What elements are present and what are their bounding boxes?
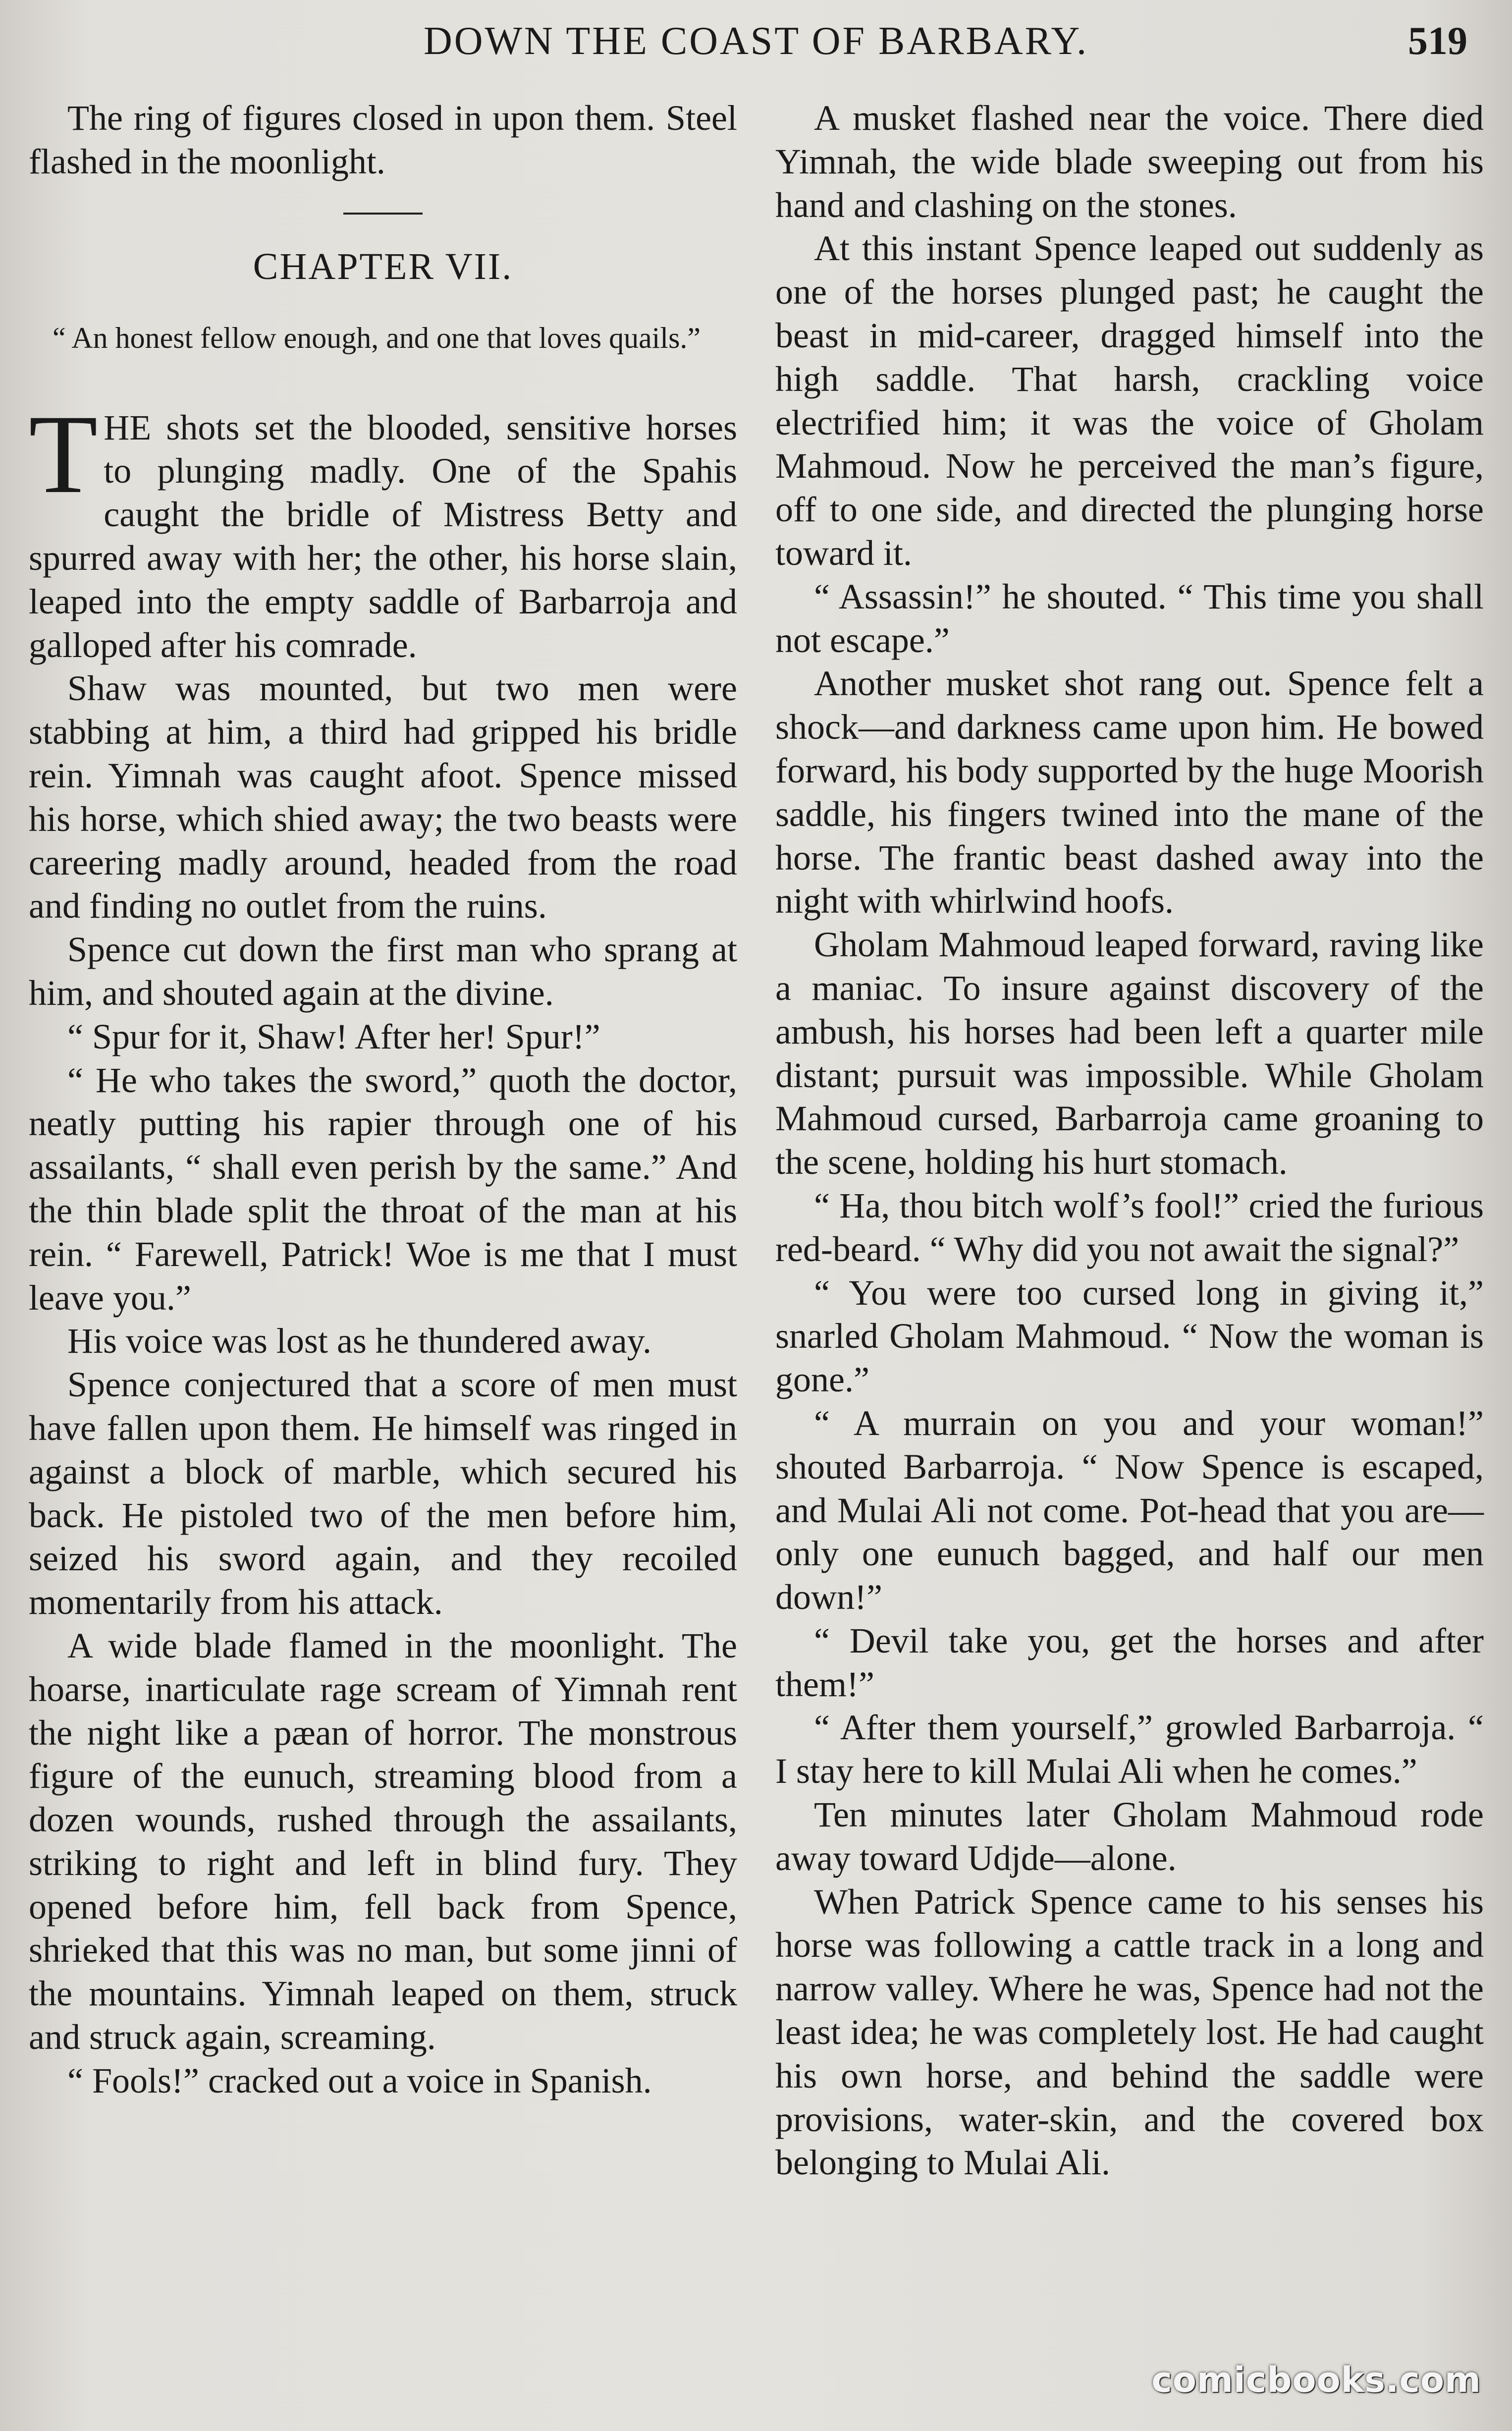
paragraph: Spence conjectured that a score of men must have fallen upon them. He himself was ringed in against a block of marble, which secured his back. He pistoled two of the men before him, seized his sword again, and they recoiled momentarily from his attack. <box>29 1365 737 1622</box>
paragraph: Ten minutes later Gholam Mahmoud rode away toward Udjde—alone. <box>775 1795 1484 1878</box>
left-column <box>29 97 737 2103</box>
paragraph: “ After them yourself,” growled Barbarroja. “ I stay here to kill Mulai Ali when he comes.” <box>775 1708 1484 1791</box>
paragraph: Shaw was mounted, but two men were stabbing at him, a third had gripped his bridle rein. Yimnah was caught afoot. Spence missed his horse, which shied away; the two beasts were careering madly around, headed from the road and finding no outlet from the ruins. <box>29 668 737 926</box>
opening-paragraph-text: HE shots set the blooded, sensitive horses to plunging madly. One of the Spahis caught the bridle of Mistress Betty and spurred away with her; the other, his horse slain, leaped into the empty saddle of Barbarroja and galloped after his comrade. <box>29 407 737 665</box>
epigraph-text: “ An honest fellow enough, and one that loves quails.” <box>53 321 701 354</box>
paragraph: His voice was lost as he thundered away. <box>67 1321 651 1361</box>
paragraph: “ A murrain on you and your woman!” shouted Barbarroja. “ Now Spence is escaped, and Mulai Ali not come. Pot-head that you are—only one eunuch bagged, and half our men down!” <box>775 1403 1484 1617</box>
opening-paragraph <box>29 391 737 667</box>
epigraph <box>29 320 737 357</box>
paragraph: Gholam Mahmoud leaped forward, raving like a maniac. To insure against discovery of the ambush, his horses had been left a quarter mile distant; pursuit was impossible. While Gholam Mahmoud cursed, Barbarroja came groaning to the scene, holding his hurt stomach. <box>775 925 1484 1182</box>
page-header <box>0 19 1512 78</box>
site-watermark: comicbooks.com <box>1151 2360 1481 2400</box>
paragraph: A musket flashed near the voice. There died Yimnah, the wide blade sweeping out from his hand and clashing on the stones. <box>775 98 1484 225</box>
paragraph: Spence cut down the first man who sprang at him, and shouted again at the divine. <box>29 930 737 1013</box>
chapter-heading: CHAPTER VII. <box>253 245 513 287</box>
paragraph: When Patrick Spence came to his senses his horse was following a cattle track in a long and narrow valley. Where he was, Spence had not the least idea; he was completely lost. He had caught his own horse, and behind the saddle were provisions, water-skin, and the covered box belonging to Mulai Ali. <box>775 1881 1484 2183</box>
paragraph: The ring of figures closed in upon them. Steel flashed in the moonlight. <box>29 98 737 181</box>
paragraph: “ Devil take you, get the horses and after them!” <box>775 1620 1484 1704</box>
paragraph: At this instant Spence leaped out suddenly as one of the horses plunged past; he caught the beast in mid-career, dragged himself into the high saddle. That harsh, crackling voice electrified him; it was the voice of Gholam Mahmoud. Now he perceived the man’s figure, off to one side, and directed the plunging horse toward it. <box>775 228 1484 573</box>
section-divider <box>343 213 423 215</box>
paragraph: Another musket shot rang out. Spence felt a shock—and darkness came upon him. He bowed forward, his body supported by the huge Moorish saddle, his fingers twined into the mane of the horse. The frantic beast dashed away into the night with whirlwind hoofs. <box>775 663 1484 921</box>
running-title: DOWN THE COAST OF BARBARY. <box>423 19 1088 63</box>
paragraph: “ Fools!” cracked out a voice in Spanish. <box>67 2060 652 2100</box>
paragraph: “ Spur for it, Shaw! After her! Spur!” <box>67 1016 600 1056</box>
right-column <box>775 97 1484 2185</box>
drop-cap: T <box>29 391 98 517</box>
page-number: 519 <box>1408 19 1467 63</box>
paragraph: “ He who takes the sword,” quoth the doctor, neatly putting his rapier through one of his assailants, “ shall even perish by the same.” And the thin blade split the throat of the man at his rein. “ Farewell, Patrick! Woe is me that I must leave you.” <box>29 1060 737 1318</box>
paragraph: “ Ha, thou bitch wolf’s fool!” cried the furious red-beard. “ Why did you not await the signal?” <box>775 1185 1484 1269</box>
paragraph: A wide blade flamed in the moonlight. The hoarse, inarticulate rage scream of Yimnah rent the night like a pæan of horror. The monstrous figure of the eunuch, streaming blood from a dozen wounds, rushed through the assailants, striking to right and left in blind fury. They opened before him, fell back from Spence, shrieked that this was no man, but some jinni of the mountains. Yimnah leaped on them, struck and struck again, screaming. <box>29 1625 737 2057</box>
paragraph: “ Assassin!” he shouted. “ This time you shall not escape.” <box>775 576 1484 660</box>
paragraph: “ You were too cursed long in giving it,” snarled Gholam Mahmoud. “ Now the woman is gone.” <box>775 1272 1484 1400</box>
